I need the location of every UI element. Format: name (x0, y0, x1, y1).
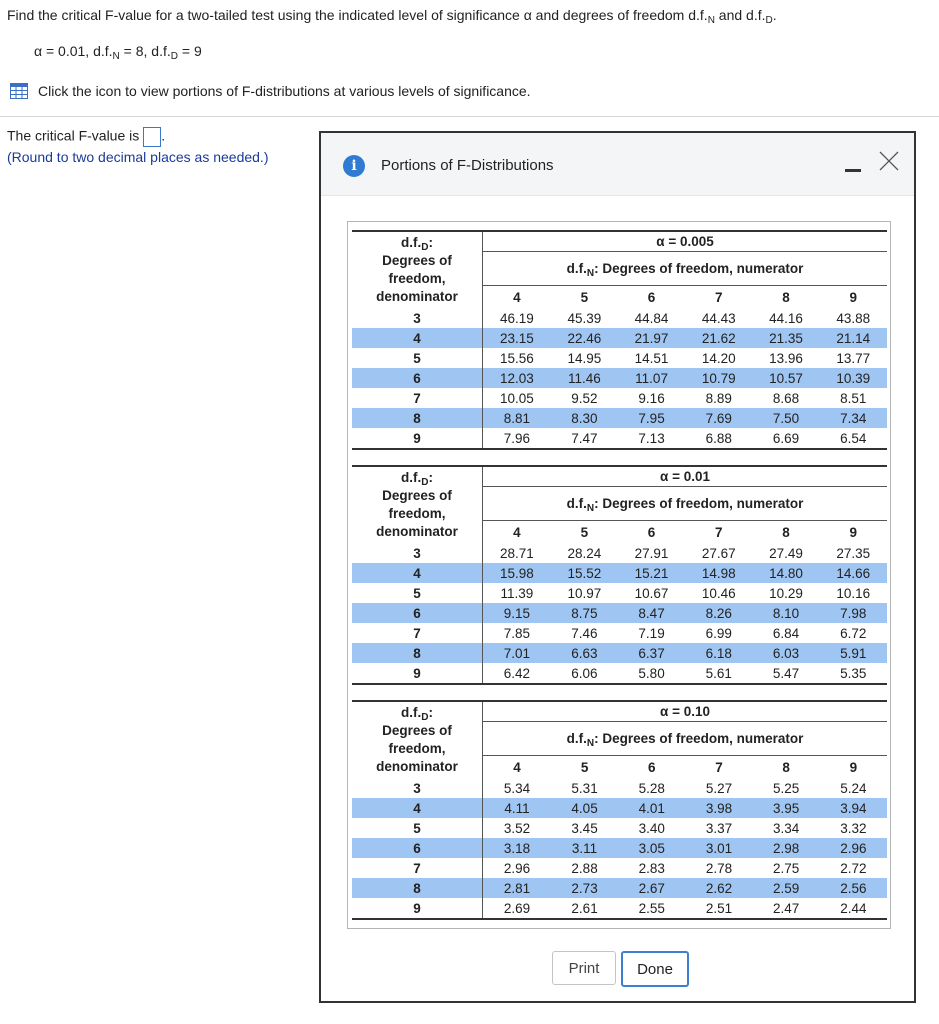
numerator-df-header: 5 (551, 286, 618, 309)
f-value-cell: 21.97 (618, 328, 685, 348)
denominator-df: 6 (352, 603, 483, 623)
f-value-cell: 27.49 (769, 545, 803, 561)
dialog-header (321, 133, 914, 196)
f-value-cell: 5.47 (752, 663, 819, 684)
f-value-cell: 10.67 (634, 585, 669, 601)
numerator-df-header: 9 (820, 286, 887, 309)
denominator-df: 7 (352, 388, 483, 408)
f-value-cell: 6.84 (772, 625, 800, 641)
f-value-cell: 10.79 (685, 368, 752, 388)
denominator-df: 9 (352, 428, 483, 449)
view-tables-hint (10, 83, 531, 99)
numerator-df-header: 8 (752, 521, 819, 544)
f-value-cell: 10.97 (567, 585, 602, 601)
f-value-cell: 3.45 (571, 820, 598, 836)
f-value-cell: 10.29 (769, 585, 803, 601)
f-value-cell: 7.47 (551, 428, 618, 449)
f-value-cell: 7.46 (571, 625, 598, 641)
numerator-header: $d.f._N$: Degrees of freedom, numerator (566, 261, 804, 279)
f-value-cell: 2.47 (753, 898, 820, 919)
f-value-cell: 22.46 (551, 328, 618, 348)
table-row (352, 368, 887, 388)
f-value-cell: 3.01 (685, 838, 752, 858)
f-value-cell: 44.84 (634, 310, 669, 326)
close-icon[interactable] (877, 149, 901, 173)
numerator-df-header: 9 (820, 521, 887, 544)
rounding-note: (Round to two decimal places as needed.) (7, 149, 269, 165)
f-value-cell: 2.55 (618, 898, 685, 919)
f-value-cell: 3.32 (840, 820, 867, 836)
f-value-cell: 2.73 (551, 878, 618, 898)
print-button[interactable]: Print (552, 951, 616, 985)
f-value-cell: 8.89 (705, 390, 732, 406)
f-value-cell: 10.39 (820, 368, 887, 388)
f-value-cell: 10.46 (701, 585, 736, 601)
f-value-cell: 2.75 (773, 860, 800, 876)
f-value-cell: 15.21 (618, 563, 685, 583)
table-row (352, 818, 887, 838)
alpha-label: α = 0.10 (483, 701, 888, 722)
denominator-df: 4 (352, 563, 483, 583)
f-value-cell: 8.68 (772, 390, 800, 406)
f-value-cell: 13.96 (769, 350, 803, 366)
f-value-cell: 4.11 (483, 798, 551, 818)
dialog-title: Portions of F-Distributions (381, 157, 554, 174)
numerator-df-header: 4 (483, 286, 551, 309)
f-value-cell: 8.81 (483, 408, 551, 428)
alpha-label: α = 0.01 (483, 466, 888, 487)
f-value-cell: 13.77 (836, 350, 871, 366)
f-value-cell: 15.98 (483, 563, 551, 583)
table-row (352, 563, 887, 583)
denominator-header: $d.f._D$: Degrees of freedom, denominator (352, 701, 483, 778)
f-value-cell: 7.95 (618, 408, 685, 428)
f-value-cell: 21.35 (752, 328, 819, 348)
f-value-cell: 5.31 (571, 780, 598, 796)
f-value-cell: 3.95 (753, 798, 820, 818)
f-value-cell: 14.20 (701, 350, 736, 366)
minimize-icon[interactable] (845, 169, 861, 172)
f-value-cell: 8.51 (840, 390, 867, 406)
f-value-cell: 6.54 (820, 428, 887, 449)
f-value-cell: 7.13 (618, 428, 685, 449)
hint-text: Click the icon to view portions of F-distributions at various levels of significance. (38, 83, 531, 99)
f-value-cell: 27.67 (701, 545, 736, 561)
f-value-cell: 6.03 (752, 643, 819, 663)
denominator-df: 6 (352, 838, 483, 858)
f-value-cell: 6.69 (752, 428, 819, 449)
denominator-df: 4 (352, 328, 483, 348)
f-value-cell: 8.75 (551, 603, 618, 623)
f-value-cell: 14.80 (752, 563, 819, 583)
f-value-cell: 8.30 (551, 408, 618, 428)
f-value-cell: 7.34 (820, 408, 887, 428)
denominator-df: 4 (352, 798, 483, 818)
f-value-cell: 3.98 (685, 798, 752, 818)
numerator-df-header: 7 (685, 286, 752, 309)
denominator-df: 6 (352, 368, 483, 388)
f-value-cell: 7.85 (503, 625, 530, 641)
f-table (352, 465, 887, 685)
f-value-cell: 9.52 (571, 390, 598, 406)
f-value-cell: 8.10 (752, 603, 819, 623)
f-value-cell: 21.62 (685, 328, 752, 348)
alpha-label: α = 0.005 (483, 231, 888, 252)
numerator-df-header: 8 (753, 756, 820, 779)
f-value-cell: 28.71 (499, 545, 534, 561)
f-value-cell: 6.37 (618, 643, 685, 663)
f-value-cell: 3.34 (773, 820, 800, 836)
numerator-df-header: 8 (752, 286, 819, 309)
f-value-cell: 2.72 (840, 860, 867, 876)
f-value-cell: 12.03 (483, 368, 551, 388)
f-table-grid (352, 700, 887, 920)
f-value-cell: 2.96 (820, 838, 887, 858)
table-row (352, 543, 887, 563)
divider (0, 116, 939, 117)
f-value-cell: 6.42 (483, 663, 551, 684)
f-value-cell: 2.98 (753, 838, 820, 858)
f-value-cell: 3.05 (618, 838, 685, 858)
denominator-header: $d.f._D$: Degrees of freedom, denominator (352, 231, 483, 308)
f-value-cell: 45.39 (567, 310, 602, 326)
f-value-cell: 2.78 (705, 860, 733, 876)
denominator-df: 3 (352, 778, 483, 798)
f-value-cell: 2.51 (685, 898, 752, 919)
table-row (352, 798, 887, 818)
f-value-cell: 9.15 (483, 603, 551, 623)
f-value-cell: 3.11 (551, 838, 618, 858)
f-value-cell: 2.83 (638, 860, 665, 876)
denominator-df: 5 (352, 818, 483, 838)
f-value-cell: 11.07 (618, 368, 685, 388)
f-value-cell: 10.05 (499, 390, 534, 406)
numerator-df-header: 5 (551, 756, 618, 779)
f-value-cell: 27.91 (634, 545, 669, 561)
f-value-cell: 5.28 (638, 780, 665, 796)
f-value-cell: 6.63 (551, 643, 618, 663)
f-value-cell: 3.40 (638, 820, 665, 836)
f-value-cell: 14.51 (634, 350, 669, 366)
f-value-cell: 2.62 (685, 878, 752, 898)
f-value-cell: 3.94 (820, 798, 887, 818)
numerator-df-header: 7 (685, 521, 752, 544)
f-value-cell: 21.14 (820, 328, 887, 348)
f-value-cell: 14.95 (567, 350, 602, 366)
f-value-cell: 14.66 (820, 563, 887, 583)
f-value-cell: 2.96 (503, 860, 531, 876)
denominator-df: 3 (352, 543, 483, 563)
f-value-cell: 43.88 (836, 310, 871, 326)
answer-input[interactable] (143, 127, 161, 147)
f-value-cell: 5.24 (840, 780, 867, 796)
f-value-cell: 5.35 (820, 663, 887, 684)
table-row (352, 778, 887, 798)
f-value-cell: 6.88 (685, 428, 752, 449)
f-value-cell: 2.59 (753, 878, 820, 898)
f-value-cell: 7.01 (483, 643, 551, 663)
denominator-df: 5 (352, 348, 483, 368)
f-value-cell: 5.61 (685, 663, 752, 684)
table-row (352, 603, 887, 623)
table-row (352, 623, 887, 643)
done-button[interactable]: Done (621, 951, 689, 987)
f-distribution-dialog (319, 131, 916, 1003)
numerator-header: $d.f._N$: Degrees of freedom, numerator (566, 731, 804, 749)
f-value-cell: 6.72 (840, 625, 867, 641)
table-row (352, 408, 887, 428)
f-value-cell: 2.69 (483, 898, 551, 919)
f-value-cell: 44.43 (701, 310, 736, 326)
f-value-cell: 15.56 (499, 350, 534, 366)
f-value-cell: 3.37 (705, 820, 733, 836)
table-row (352, 858, 887, 878)
f-value-cell: 6.99 (705, 625, 732, 641)
table-row (352, 308, 887, 328)
f-value-cell: 5.80 (618, 663, 685, 684)
f-value-cell: 44.16 (769, 310, 803, 326)
f-value-cell: 2.61 (551, 898, 618, 919)
f-value-cell: 5.27 (705, 780, 733, 796)
denominator-df: 5 (352, 583, 483, 603)
f-table-grid (352, 465, 887, 685)
denominator-header: $d.f._D$: Degrees of freedom, denominator (352, 466, 483, 543)
denominator-df: 8 (352, 408, 483, 428)
f-value-cell: 7.50 (752, 408, 819, 428)
denominator-df: 9 (352, 663, 483, 684)
f-value-cell: 14.98 (685, 563, 752, 583)
table-row (352, 583, 887, 603)
f-value-cell: 6.18 (685, 643, 752, 663)
f-value-cell: 10.16 (836, 585, 871, 601)
table-row (352, 428, 887, 449)
f-value-cell: 3.18 (483, 838, 551, 858)
table-row (352, 878, 887, 898)
f-value-cell: 27.35 (836, 545, 871, 561)
table-row (352, 663, 887, 684)
f-value-cell: 6.06 (551, 663, 618, 684)
f-value-cell: 2.88 (571, 860, 598, 876)
f-value-cell: 23.15 (483, 328, 551, 348)
denominator-df: 3 (352, 308, 483, 328)
f-value-cell: 7.69 (685, 408, 752, 428)
numerator-df-header: 6 (618, 756, 685, 779)
f-value-cell: 5.34 (503, 780, 531, 796)
f-table (352, 700, 887, 920)
f-value-cell: 2.81 (483, 878, 551, 898)
denominator-df: 8 (352, 878, 483, 898)
f-table-grid (352, 230, 887, 450)
f-value-cell: 8.26 (685, 603, 752, 623)
numerator-df-header: 9 (820, 756, 887, 779)
info-icon: i (343, 155, 365, 177)
f-value-cell: 46.19 (499, 310, 534, 326)
tables-container[interactable] (347, 221, 891, 929)
denominator-df: 9 (352, 898, 483, 919)
f-value-cell: 2.67 (618, 878, 685, 898)
numerator-df-header: 6 (618, 521, 685, 544)
table-icon[interactable] (10, 83, 28, 99)
f-value-cell: 7.96 (483, 428, 551, 449)
table-row (352, 898, 887, 919)
numerator-df-header: 4 (483, 521, 551, 544)
denominator-df: 7 (352, 858, 483, 878)
table-row (352, 838, 887, 858)
numerator-header: $d.f._N$: Degrees of freedom, numerator (566, 496, 804, 514)
f-value-cell: 11.39 (500, 585, 534, 601)
f-value-cell: 10.57 (752, 368, 819, 388)
f-value-cell: 7.98 (820, 603, 887, 623)
f-value-cell: 11.46 (551, 368, 618, 388)
f-value-cell: 2.44 (820, 898, 887, 919)
f-value-cell: 28.24 (567, 545, 602, 561)
f-value-cell: 8.47 (618, 603, 685, 623)
numerator-df-header: 4 (483, 756, 551, 779)
f-value-cell: 5.25 (773, 780, 800, 796)
numerator-df-header: 7 (685, 756, 752, 779)
table-row (352, 328, 887, 348)
f-value-cell: 4.01 (618, 798, 685, 818)
f-value-cell: 15.52 (551, 563, 618, 583)
numerator-df-header: 5 (551, 521, 618, 544)
table-row (352, 348, 887, 368)
f-value-cell: 3.52 (503, 820, 531, 836)
f-value-cell: 4.05 (551, 798, 618, 818)
question-text: Find the critical F-value for a two-tailed test using the indicated level of significance α and degrees of freedom $d.f._N$ and $d.f._D$. (7, 7, 777, 26)
f-value-cell: 2.56 (820, 878, 887, 898)
denominator-df: 8 (352, 643, 483, 663)
table-row (352, 388, 887, 408)
f-value-cell: 9.16 (638, 390, 665, 406)
denominator-df: 7 (352, 623, 483, 643)
f-value-cell: 7.19 (638, 625, 665, 641)
f-value-cell: 5.91 (820, 643, 887, 663)
numerator-df-header: 6 (618, 286, 685, 309)
given-parameters: α = 0.01, $d.f._N = 8$, $d.f._D = 9$ (34, 43, 202, 62)
f-table (352, 230, 887, 450)
answer-line: The critical F-value is . (7, 127, 165, 147)
table-row (352, 643, 887, 663)
